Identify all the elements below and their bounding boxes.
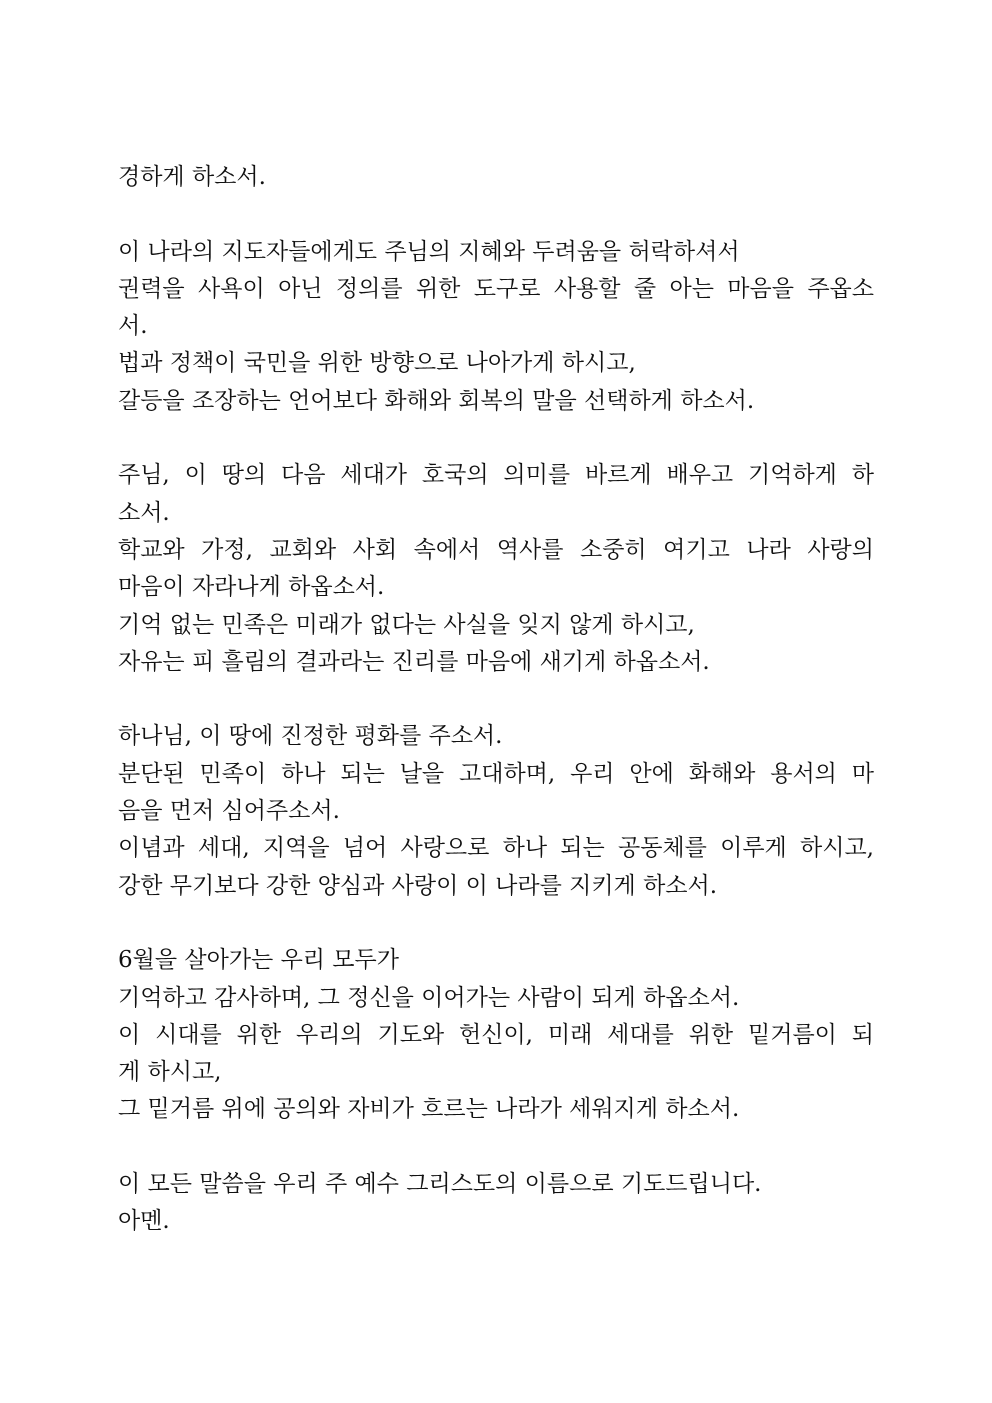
text-line: 게 하시고, [118, 1059, 222, 1086]
text-line: 소서. [118, 499, 170, 526]
blank-line [118, 905, 874, 942]
document-body [118, 159, 874, 1241]
text-line: 경하게 하소서. [118, 164, 266, 190]
blank-line [118, 196, 874, 233]
text-line: 기억 없는 민족은 미래가 없다는 사실을 잊지 않게 하시고, [118, 611, 695, 638]
blank-line [118, 420, 874, 457]
text-line: 권력을 사욕이 아닌 정의를 위한 도구로 사용할 줄 아는 마음을 주옵소 [118, 275, 874, 302]
text-line: 기억하고 감사하며, 그 정신을 이어가는 사람이 되게 하옵소서. [118, 984, 740, 1011]
text-line: 갈등을 조장하는 언어보다 화해와 회복의 말을 선택하게 하소서. [118, 387, 755, 414]
text-line: 하나님, 이 땅에 진정한 평화를 주소서. [118, 723, 503, 750]
text-line: 이 시대를 위한 우리의 기도와 헌신이, 미래 세대를 위한 밑거름이 되 [118, 1021, 874, 1048]
text-line: 법과 정책이 국민을 위한 방향으로 나아가게 하시고, [118, 350, 636, 377]
text-line: 학교와 가정, 교회와 사회 속에서 역사를 소중히 여기고 나라 사랑의 [118, 536, 874, 563]
text-line: 분단된 민족이 하나 되는 날을 고대하며, 우리 안에 화해와 용서의 마 [118, 760, 874, 787]
text-line: 마음이 자라나게 하옵소서. [118, 574, 385, 601]
text-line: 주님, 이 땅의 다음 세대가 호국의 의미를 바르게 배우고 기억하게 하 [118, 462, 874, 489]
text-line: 음을 먼저 심어주소서. [118, 798, 340, 825]
text-line: 서. [118, 313, 148, 340]
text-line: 자유는 피 흘림의 결과라는 진리를 마음에 새기게 하옵소서. [118, 648, 710, 675]
text-line: 이념과 세대, 지역을 넘어 사랑으로 하나 되는 공동체를 이루게 하시고, [118, 835, 874, 862]
text-line: 아멘. [118, 1208, 170, 1235]
blank-line [118, 681, 874, 718]
text-line: 그 밑거름 위에 공의와 자비가 흐르는 나라가 세워지게 하소서. [118, 1096, 740, 1123]
text-line: 이 모든 말씀을 우리 주 예수 그리스도의 이름으로 기도드립니다. [118, 1171, 762, 1198]
text-line: 6월을 살아가는 우리 모두가 [118, 947, 399, 974]
blank-line [118, 1129, 874, 1166]
text-line: 강한 무기보다 강한 양심과 사랑이 이 나라를 지키게 하소서. [118, 872, 718, 899]
text-line: 이 나라의 지도자들에게도 주님의 지혜와 두려움을 허락하셔서 [118, 238, 740, 265]
